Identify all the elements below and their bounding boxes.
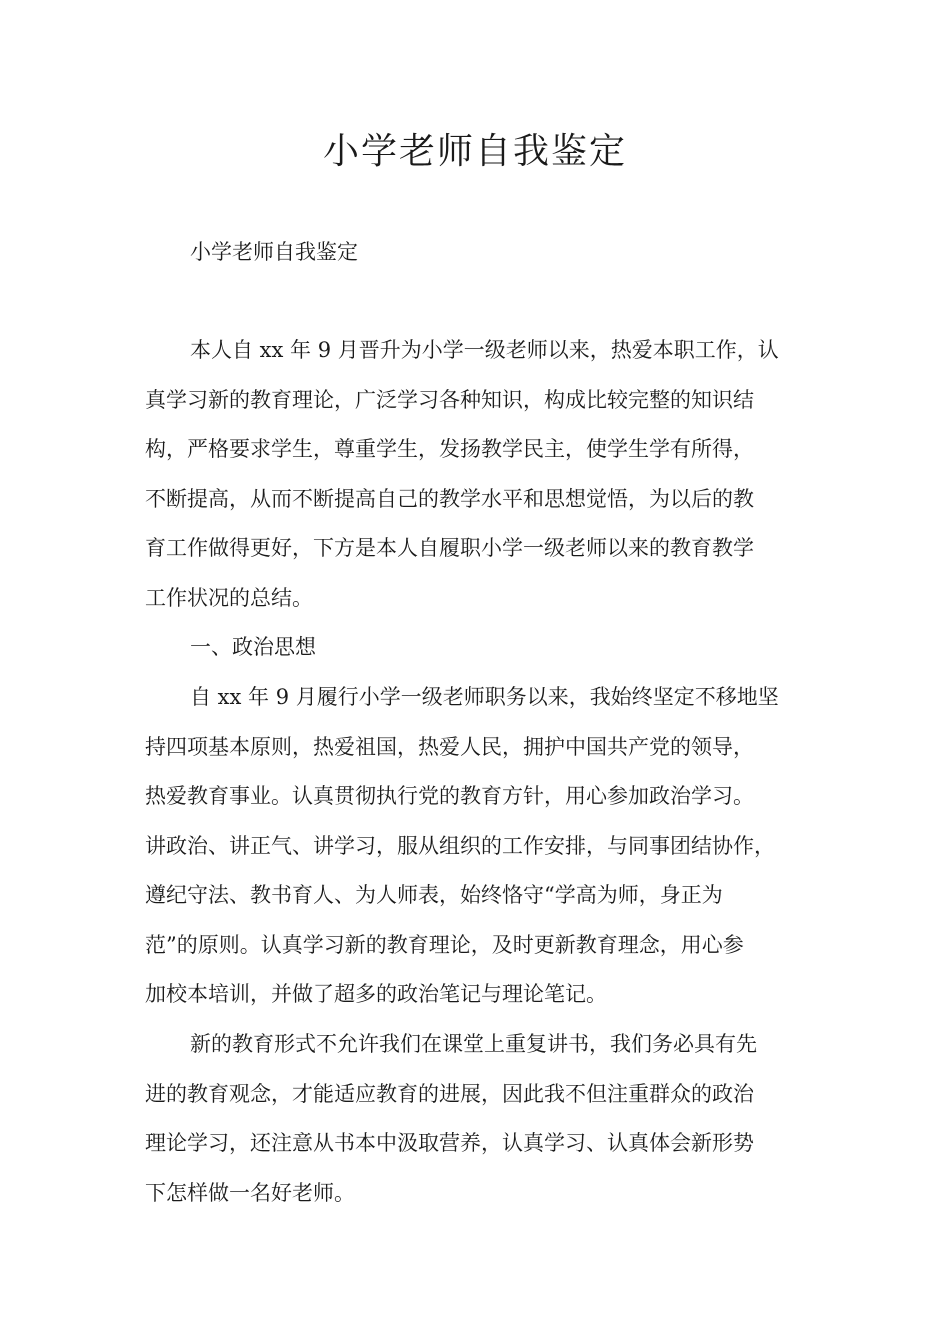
paragraph-line: 持四项基本原则，热爱祖国，热爱人民，拥护中国共产党的领导，	[145, 734, 754, 759]
paragraph-line: 加校本培训，并做了超多的政治笔记与理论笔记。	[145, 982, 607, 1006]
paragraph-line: 不断提高，从而不断提高自己的教学水平和思想觉悟，为以后的教	[145, 486, 754, 511]
document-title: 小学老师自我鉴定	[322, 131, 627, 172]
paragraph-intro	[145, 326, 825, 623]
paragraph-line: 新的教育形式不允许我们在课堂上重复讲书，我们务必具有先	[190, 1032, 757, 1056]
paragraph-line: 工作状况的总结。	[145, 585, 313, 610]
section-heading: 一、政治思想	[190, 635, 316, 659]
paragraph-politics	[145, 673, 825, 1020]
paragraph-line: 理论学习，还注意从书本中汲取营养，认真学习、认真体会新形势	[145, 1131, 754, 1155]
paragraph-line: 下怎样做一名好老师。	[145, 1180, 355, 1205]
paragraph-line: 遵纪守法、教书育人、为人师表，始终恪守“学高为师，身正为	[145, 883, 723, 907]
paragraph-line: 真学习新的教育理论，广泛学习各种知识，构成比较完整的知识结	[145, 387, 754, 412]
paragraph-line: 热爱教育事业。认真贯彻执行党的教育方针，用心参加政治学习。	[145, 784, 754, 808]
paragraph-line: 讲政治、讲正气、讲学习，服从组织的工作安排，与同事团结协作，	[145, 833, 775, 858]
paragraph-line: 本人自 xx 年 9 月晋升为小学一级老师以来，热爱本职工作，认	[190, 338, 779, 362]
paragraph-education	[145, 1020, 825, 1218]
paragraph-line: 范”的原则。认真学习新的教育理论，及时更新教育理念，用心参	[145, 932, 744, 957]
paragraph-line: 自 xx 年 9 月履行小学一级老师职务以来，我始终坚定不移地坚	[190, 685, 779, 709]
document-subtitle: 小学老师自我鉴定	[190, 240, 358, 264]
paragraph-line: 构，严格要求学生，尊重学生，发扬教学民主，使学生学有所得，	[145, 437, 754, 461]
section-heading-politics	[145, 623, 825, 673]
paragraph-line: 育工作做得更好，下方是本人自履职小学一级老师以来的教育教学	[145, 536, 754, 560]
paragraph-line: 进的教育观念，才能适应教育的进展，因此我不但注重群众的政治	[145, 1081, 754, 1106]
